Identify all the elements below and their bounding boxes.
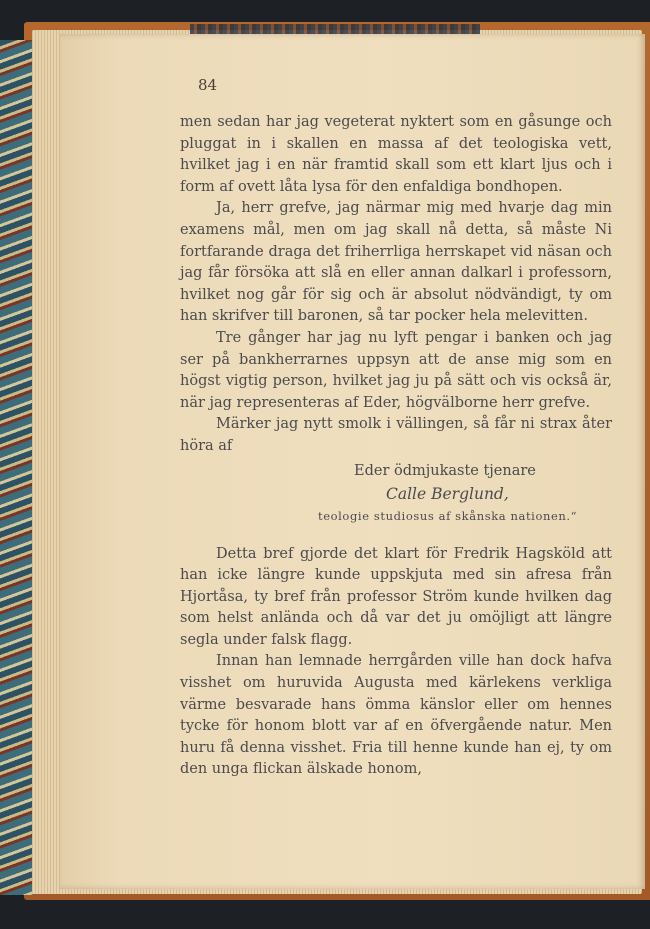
paragraph: Tre gånger har jag nu lyft pengar i banken och jag ser på bankherrarnes uppsyn att de anse mig som en högst vigtig person, hvilket jag ju på sätt och vis också är, när jag representeras af Eder, högvälborne herr grefve. bbox=[180, 329, 612, 411]
paragraph: Detta bref gjorde det klart för Fredrik Hagsköld att han icke längre kunde uppskjuta med sin afresa från Hjortåsa, ty bref från professor Ström kunde hvilken dag som helst anlända och då var det ju omöjligt att längre segla under falsk flagg. bbox=[180, 545, 612, 648]
letter-signature: Calle Berglund, bbox=[386, 484, 509, 503]
headband bbox=[190, 24, 480, 34]
page-number: 84 bbox=[198, 76, 218, 94]
signature-affiliation: teologie studiosus af skånska nationen.“ bbox=[318, 508, 578, 523]
paragraph: Ja, herr grefve, jag närmar mig med hvarje dag min examens mål, men om jag skall nå detta, så måste Ni fortfarande draga det friherrliga herrskapet vid näsan och jag får försöka att slå en eller annan dalkarl i professorn, hvilket nog går för sig och är absolut nödvändigt, ty om han skrifver till baronen, så tar pocker hela melevitten. bbox=[180, 200, 612, 325]
paragraph: Märker jag nytt smolk i vällingen, så får ni strax åter höra af bbox=[180, 416, 612, 454]
marbled-endpaper bbox=[0, 40, 34, 895]
paragraph: men sedan har jag vegeterat nyktert som en gåsunge och pluggat in i skallen en massa af det teologiska vett, hvilket jag i en när framtid skall som ett klart ljus och i form af ovett låta lysa för den enfaldiga bondhopen. bbox=[180, 114, 612, 195]
paragraph: Innan han lemnade herrgården ville han dock hafva visshet om huruvida Augusta med kärlekens verkliga värme besvarade hans ömma känslor eller om hennes tycke för honom blott var af en öfvergående natur. Men huru få denna visshet. Fria till henne kunde han ej, ty om den unga flickan älskade honom, bbox=[180, 653, 612, 778]
page-text bbox=[180, 112, 612, 781]
letter-closing: Eder ödmjukaste tjenare bbox=[354, 462, 536, 479]
